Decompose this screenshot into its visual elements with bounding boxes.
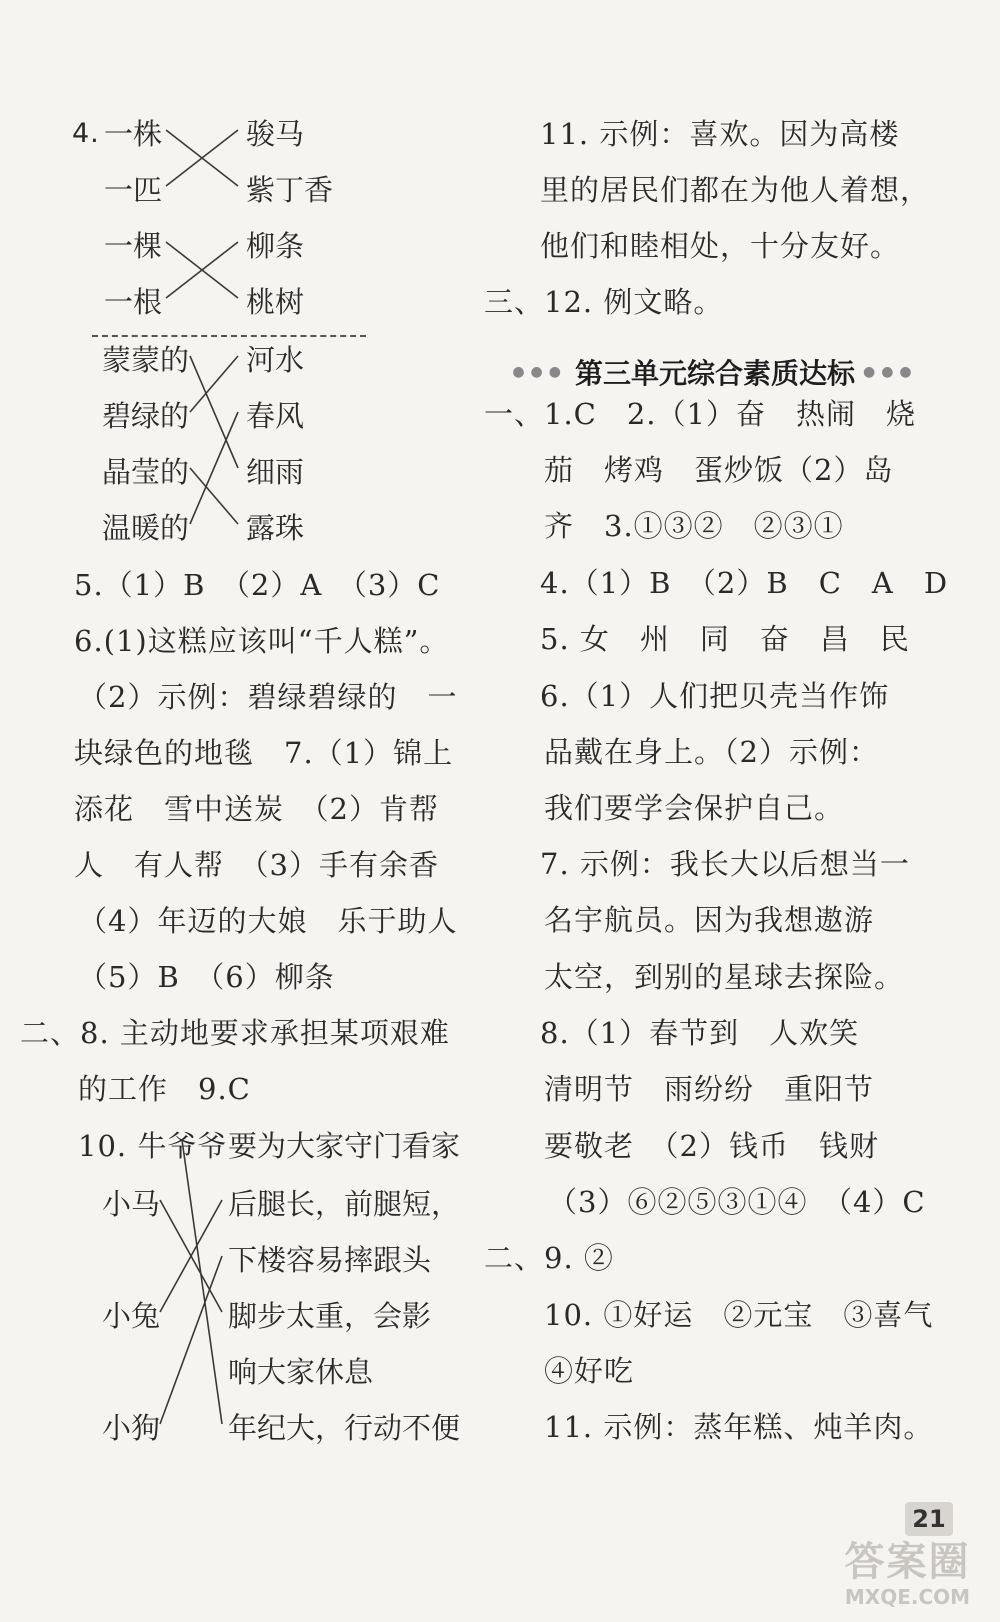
q10-right-5: 响大家休息 <box>228 1355 374 1389</box>
match-line-wennuan <box>190 412 238 524</box>
right-line-5: 5. 女 州 同 奋 昌 民 <box>540 622 910 656</box>
dots-left-icon: ●●● <box>512 364 567 380</box>
match-line-yeye <box>182 1140 222 1424</box>
right-line-19: 11. 示例：蒸年糕、炖羊肉。 <box>544 1410 934 1444</box>
watermark-logo <box>820 1540 995 1618</box>
right-line-7: 品戴在身上。（2）示例： <box>544 735 879 769</box>
left-line-2: 6.(1)这糕应该叫“千人糕”。 <box>74 624 450 658</box>
q4-right-4: 桃树 <box>246 285 305 319</box>
q10-left-2: 小兔 <box>102 1299 161 1333</box>
q4b-right-1: 河水 <box>246 343 305 377</box>
q4-label: 4. <box>72 118 100 149</box>
q4b-right-4: 露珠 <box>246 511 305 545</box>
left-line-9: 二、8. 主动地要求承担某项艰难 <box>20 1016 450 1050</box>
right-line-18: ④好吃 <box>544 1354 635 1388</box>
right-line-6: 6.（1）人们把贝壳当作饰 <box>540 679 890 713</box>
right-line-3: 齐 3.①③② ②③① <box>544 509 844 543</box>
q10-right-4: 脚步太重，会影 <box>228 1299 432 1333</box>
left-line-5: 添花 雪中送炭 （2）肯帮 <box>74 792 439 826</box>
match-line-yike <box>166 242 238 298</box>
right-line-12: 8.（1）春节到 人欢笑 <box>540 1016 860 1050</box>
right-line-1: 一、1.C 2.（1）奋 热闹 烧 <box>484 397 916 431</box>
left-line-3: （2）示例：碧绿碧绿的 一 <box>78 680 458 714</box>
right-line-13: 清明节 雨纷纷 重阳节 <box>544 1072 875 1106</box>
q10-right-2: 后腿长，前腿短， <box>228 1187 461 1221</box>
right-line-9: 7. 示例：我长大以后想当一 <box>540 847 910 881</box>
match-line-xiaotu <box>160 1200 222 1312</box>
right-top-2: 里的居民们都在为他人着想， <box>540 173 931 207</box>
page-number: 21 <box>905 1502 953 1536</box>
left-line-4: 块绿色的地毯 7.（1）锦上 <box>74 736 454 770</box>
q4-left-1: 一株 <box>104 117 163 151</box>
right-line-8: 我们要学会保护自己。 <box>544 791 845 825</box>
right-top-1: 11. 示例：喜欢。因为高楼 <box>540 117 900 151</box>
q4b-left-3: 晶莹的 <box>102 455 190 489</box>
right-line-4: 4.（1）B （2）B C A D <box>540 566 949 600</box>
match-line-xiaoma <box>160 1200 222 1312</box>
q4-left-4: 一根 <box>104 285 163 319</box>
q10-right-6: 年纪大，行动不便 <box>228 1411 461 1445</box>
match-line-jingying <box>190 468 238 524</box>
match-line-bilv <box>190 356 238 412</box>
left-line-6: 人 有人帮 （3）手有余香 <box>74 848 439 882</box>
match-line-yigen <box>166 242 238 298</box>
match-line-yipi <box>166 130 238 186</box>
left-line-7: （4）年迈的大娘 乐于助人 <box>78 904 458 938</box>
q10-right-3: 下楼容易摔跟头 <box>228 1243 432 1277</box>
right-line-10: 名宇航员。因为我想遨游 <box>544 903 875 937</box>
right-line-14: 要敬老 （2）钱币 钱财 <box>544 1129 879 1163</box>
q4-left-3: 一棵 <box>104 229 163 263</box>
left-line-8: （5）B （6）柳条 <box>78 960 335 994</box>
watermark-text: 答案圈 <box>844 1539 971 1585</box>
watermark-url: MXQE.COM <box>844 1585 971 1609</box>
q4b-left-1: 蒙蒙的 <box>102 343 190 377</box>
right-line-16: 二、9. ② <box>484 1241 614 1275</box>
q4-left-2: 一匹 <box>104 173 163 207</box>
match-line-yizhu <box>166 130 238 186</box>
right-top-4: 三、12. 例文略。 <box>484 285 724 319</box>
dashed-divider <box>92 335 366 337</box>
q4b-left-4: 温暖的 <box>102 511 190 545</box>
right-line-2: 茄 烤鸡 蛋炒饭（2）岛 <box>544 453 894 487</box>
q4b-right-3: 细雨 <box>246 455 305 489</box>
right-line-17: 10. ①好运 ②元宝 ③喜气 <box>544 1298 934 1332</box>
match-line-xiaogou-a <box>160 1256 222 1424</box>
right-top-3: 他们和睦相处，十分友好。 <box>540 229 901 263</box>
unit-title-bar <box>500 350 930 394</box>
right-line-11: 太空，到别的星球去探险。 <box>544 960 905 994</box>
right-line-15: （3）⑥②⑤③①④ （4）C <box>548 1185 926 1219</box>
q4b-right-2: 春风 <box>246 399 305 433</box>
q10-left-1: 小马 <box>102 1187 161 1221</box>
q4-right-2: 紫丁香 <box>246 173 334 207</box>
q4-right-3: 柳条 <box>246 229 305 263</box>
left-line-1: 5.（1）B （2）A （3）C <box>74 568 441 602</box>
left-line-11: 10. 牛爷爷 <box>78 1129 228 1163</box>
q10-right-1: 要为大家守门看家 <box>228 1129 461 1163</box>
q10-left-3: 小狗 <box>102 1411 161 1445</box>
dots-right-icon: ●●● <box>863 364 918 380</box>
q4-right-1: 骏马 <box>246 117 305 151</box>
q4b-left-2: 碧绿的 <box>102 399 190 433</box>
left-line-10: 的工作 9.C <box>78 1072 251 1106</box>
match-line-mengmeng <box>190 356 238 468</box>
unit-title: 第三单元综合素质达标 <box>574 357 855 390</box>
